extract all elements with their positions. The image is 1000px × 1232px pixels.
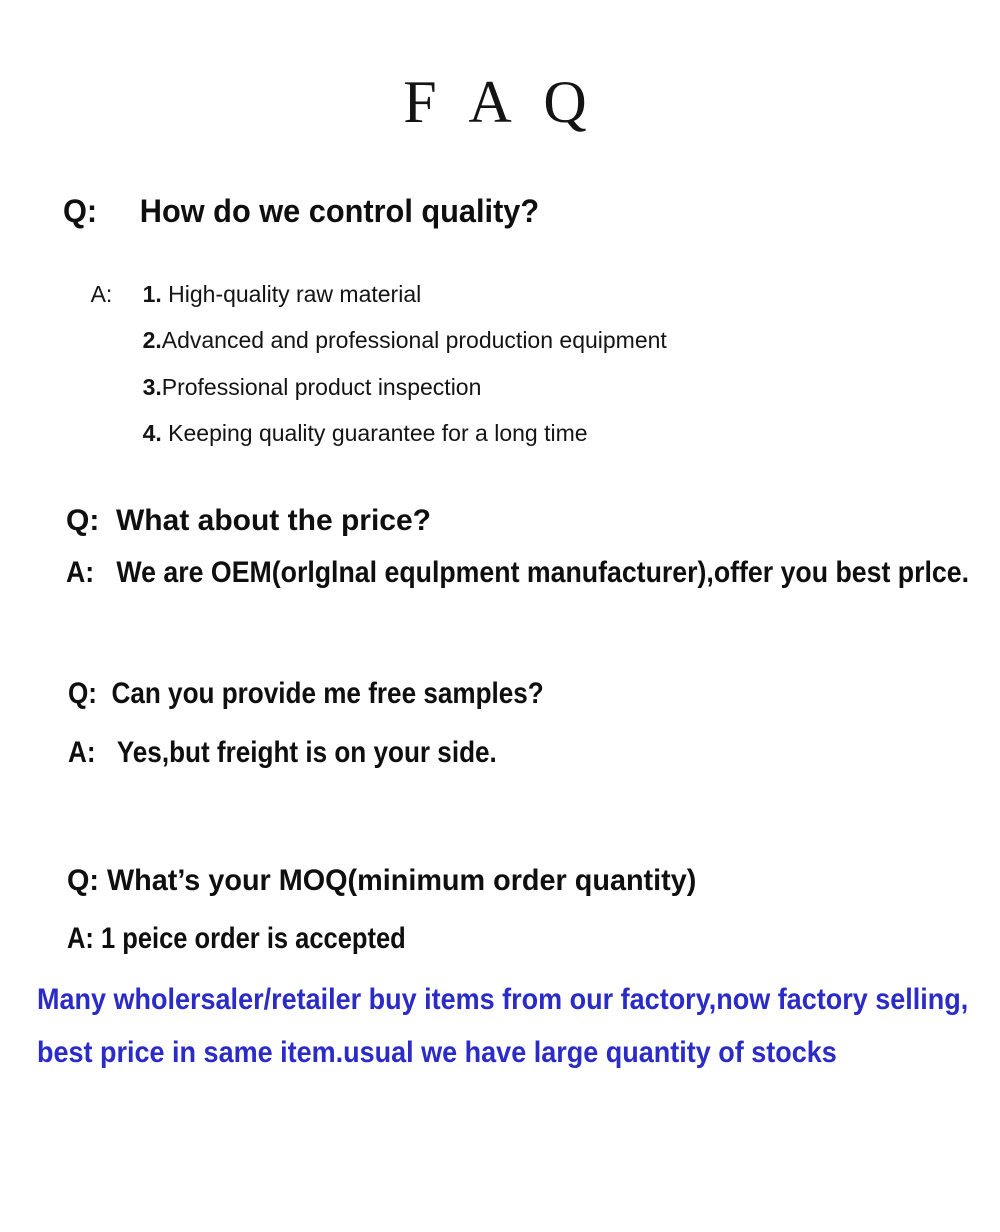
answer-quality-item-4-num: 4.	[142, 420, 162, 447]
answer-moq: A: 1 peice order is accepted	[67, 922, 406, 955]
answer-quality-row-4	[117, 394, 588, 473]
footer-note-line-1: Many wholersaler/retailer buy items from our factory,now factory selling,	[37, 983, 969, 1016]
answer-quality-item-2-text: Advanced and professional production equipment	[161, 327, 667, 354]
answer-quality-item-1-text: High-quality raw material	[161, 281, 422, 308]
answer-price: A: We are OEM(orlglnal equlpment manufacturer),offer you best prlce.	[66, 556, 970, 589]
answer-quality-item-1-num: 1.	[142, 281, 162, 308]
page-title: F A Q	[403, 69, 597, 135]
answer-quality-item-2-num: 2.	[142, 327, 162, 354]
footer-note-line-2: best price in same item.usual we have large quantity of stocks	[37, 1036, 837, 1069]
answer-quality-item-3-num: 3.	[142, 374, 162, 401]
question-price: Q: What about the price?	[66, 504, 431, 537]
question-samples: Q: Can you provide me free samples?	[68, 677, 544, 710]
answer-quality-item-4-text: Keeping quality guarantee for a long time	[161, 420, 588, 447]
answer-quality-item-3-text: Professional product inspection	[161, 374, 482, 401]
question-moq: Q: What’s your MOQ(minimum order quantity)	[67, 864, 697, 897]
answer-samples: A: Yes,but freight is on your side.	[68, 736, 497, 769]
question-quality: Q: How do we control quality?	[63, 193, 540, 229]
answer-quality-label: A:	[90, 281, 113, 308]
